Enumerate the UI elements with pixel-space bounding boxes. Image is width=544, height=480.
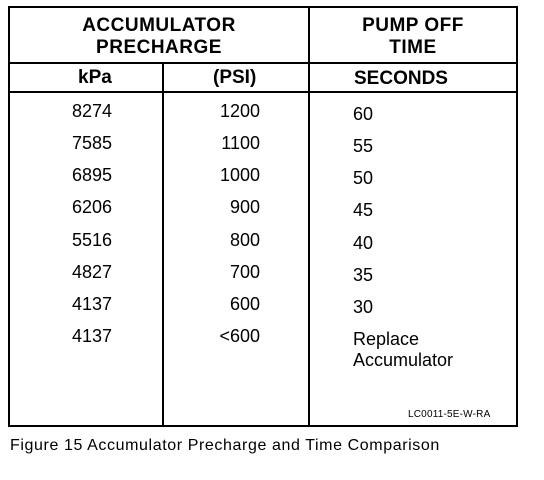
cell-kpa: 6895 (72, 165, 113, 185)
cell-kpa: 4137 (72, 294, 113, 314)
figure-caption: Figure 15 Accumulator Precharge and Time Comparison (10, 437, 440, 454)
precharge-table (8, 6, 518, 427)
document-code: LC0011-5E-W-RA (408, 409, 491, 420)
cell-seconds-line1: Replace (353, 329, 420, 349)
cell-seconds: 30 (353, 297, 374, 317)
cell-psi: <600 (219, 326, 260, 346)
cell-seconds-line2: Accumulator (353, 350, 454, 370)
cell-kpa: 6206 (72, 197, 113, 217)
cell-psi: 1200 (219, 101, 260, 121)
cell-seconds: 60 (353, 104, 374, 124)
divider-header (10, 62, 516, 64)
cell-kpa: 4827 (72, 262, 113, 282)
cell-psi: 1000 (219, 165, 260, 185)
header-accumulator-line2: PRECHARGE (96, 37, 222, 58)
header-pump-line1: PUMP OFF (362, 15, 464, 36)
cell-psi: 1100 (221, 133, 260, 153)
cell-kpa: 5516 (72, 230, 113, 250)
header-pump-line2: TIME (389, 37, 437, 58)
cell-psi: 800 (229, 230, 260, 250)
cell-kpa: 4137 (72, 326, 113, 346)
cell-psi: 600 (229, 294, 260, 314)
divider-subheader (10, 91, 516, 93)
cell-seconds: 55 (353, 136, 374, 156)
cell-seconds: 45 (353, 200, 374, 220)
header-accumulator-line1: ACCUMULATOR (82, 15, 236, 36)
cell-seconds: 40 (353, 233, 374, 253)
subheader-psi: (PSI) (213, 67, 257, 88)
cell-seconds: 50 (353, 168, 374, 188)
divider-psi-left (162, 62, 164, 425)
cell-psi: 700 (229, 262, 260, 282)
divider-pump-left (308, 8, 310, 425)
cell-psi: 900 (229, 197, 260, 217)
cell-seconds: 35 (353, 265, 374, 285)
cell-kpa: 7585 (72, 133, 113, 153)
subheader-kpa: kPa (78, 67, 112, 88)
subheader-seconds: SECONDS (354, 68, 448, 89)
cell-kpa: 8274 (72, 101, 113, 121)
